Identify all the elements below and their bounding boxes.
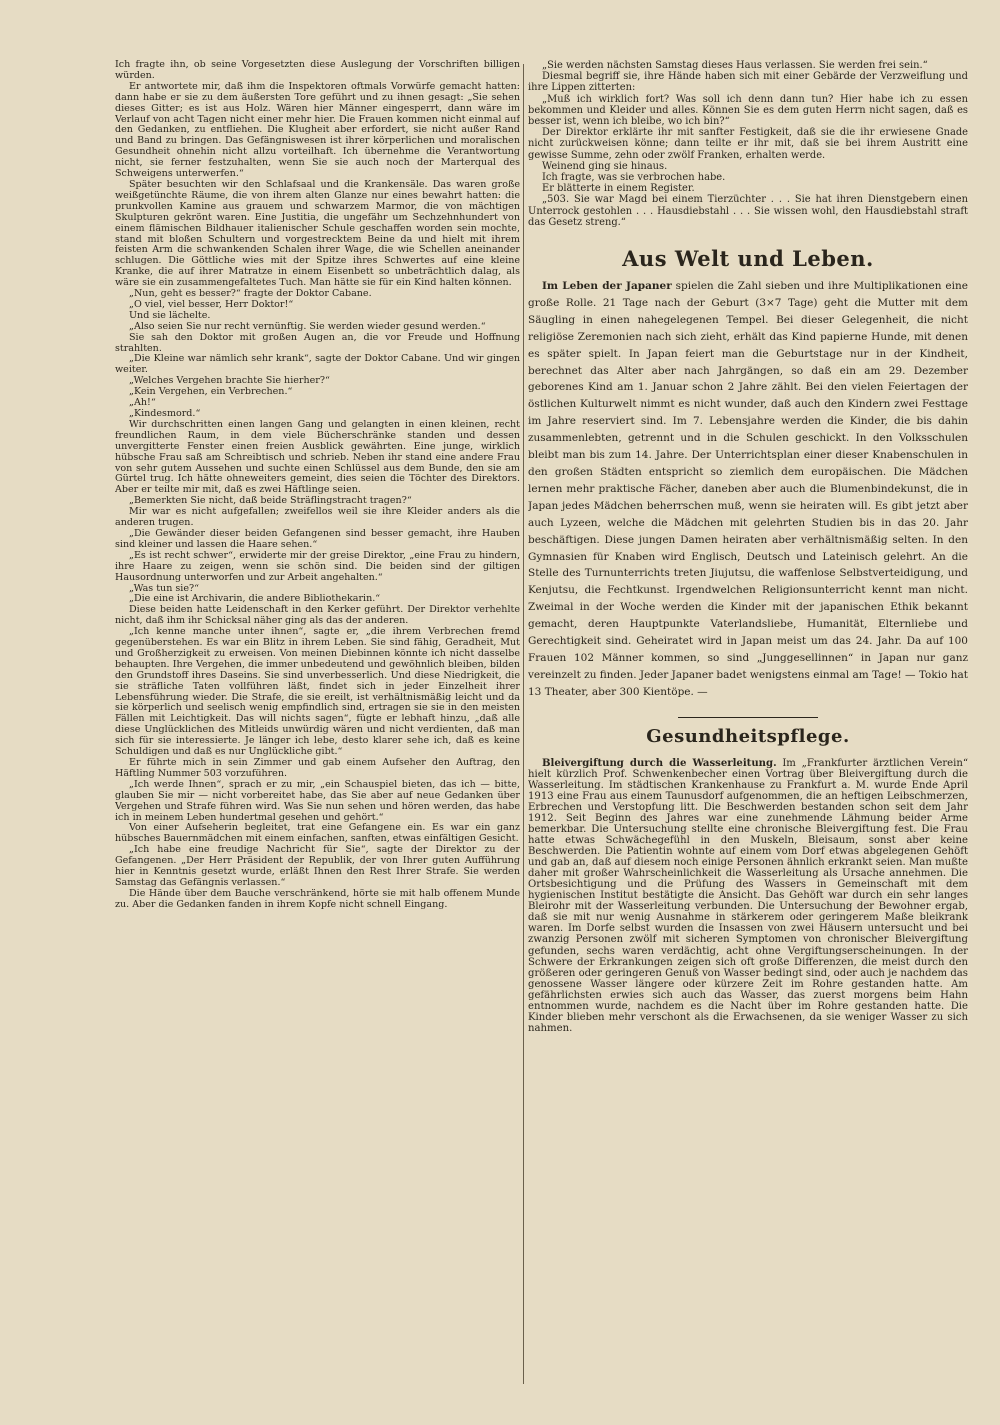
paragraph: Er blätterte in einem Register. [542, 183, 695, 195]
section-heading-welt-und-leben: Aus Welt und Leben. [622, 246, 874, 272]
paragraph: „Also seien Sie nur recht vernünftig. Sie werden wieder gesund werden.“ [129, 320, 486, 332]
paragraph: Diesmal begriff sie, ihre Hände haben sich mit einer Gebärde der Verzweiflung und ihre Lippen zitterten: [528, 71, 968, 94]
paragraph: Die Hände über dem Bauche verschränkend, hörte sie mit halb offenem Munde zu. Aber die Gedanken fanden in ihrem Kopfe nicht schnell Eingang. [115, 887, 520, 910]
paragraph: „Die Kleine war nämlich sehr krank“, sagte der Doktor Cabane. Und wir gingen weiter. [115, 353, 520, 376]
paragraph: Er antwortete mir, daß ihm die Inspektoren oftmals Vorwürfe gemacht hatten: dann habe er sie zu dem äußersten Tore geführt und zu ihnen gesagt: „Sie sehen dieses Gitter; es ist aus Holz. Wären hier Männer eingesperrt, dann wäre im Verlauf von acht Tagen nicht einer mehr hier. Die Frauen kommen nicht einmal auf den Gedanken, zu entfliehen. Die Klugheit aber erfordert, sie nicht außer Rand und Band zu bringen. Das Gefängniswesen ist ihrer körperlichen und moralischen Gesundheit ohnehin nicht allzu vorteilhaft. Ich übernehme die Verantwortung nicht, sie ferner festzuhalten, wenn Sie sie auch noch der Marterqual des Schweigens unterwerfen.“ [115, 80, 520, 180]
paragraph: Mir war es nicht aufgefallen; zweifellos weil sie ihre Kleider anders als die anderen trugen. [115, 506, 520, 529]
paragraph: „Welches Vergehen brachte Sie hierher?“ [129, 375, 330, 387]
article-lead: Im Leben der Japaner [542, 280, 672, 293]
paragraph: „Die Gewänder dieser beiden Gefangenen sind besser gemacht, ihre Hauben sind kleiner und lassen die Haare sehen.“ [115, 527, 520, 550]
section-divider [678, 717, 818, 718]
paragraph: Diese beiden hatte Leidenschaft in den Kerker geführt. Der Direktor verhehlte nicht, daß ihm ihr Schicksal näher ging als das der anderen. [115, 604, 520, 627]
paragraph: „Es ist recht schwer“, erwiderte mir der greise Direktor, „eine Frau zu hindern, ihre Haare zu zeigen, wenn sie schön sind. Die beiden sind der giltigen Hausordnung unterworfen und zur Arbeit angehalten.“ [115, 549, 520, 583]
article-japaner [528, 278, 968, 701]
paragraph: „Kindesmord.“ [129, 408, 201, 419]
right-column [528, 60, 968, 1400]
paragraph: Später besuchten wir den Schlafsaal und die Krankensäle. Das waren große weißgetünchte Räume, die von ihrem alten Glanze nur eines bewahrt hatten: die prunkvollen Kamine aus grauem und schwarzem Marmor, die von mächtigen Skulpturen gekrönt waren. Eine Justitia, die ungefähr um Sechzehnhundert von einem flämischen Bildhauer italienischer Schule geschaffen worden sein mochte, stand mit bloßen Schultern und vorgestrecktem Beine da und hielt mit ihrem feisten Arm die schwankenden Schalen ihrer Wage, die wie Schellen aneinander schlugen. Die Göttliche wies mit der Spitze ihres Schwertes auf eine kleine Kranke, die auf ihrer Matratze in einem Eisenbett so unbeträchtlich dalag, als wäre sie ein zusammengefaltetes Tuch. Man hätte sie für ein Kind halten können. [115, 178, 520, 289]
paragraph: „503. Sie war Magd bei einem Tierzüchter . . . Sie hat ihren Dienstgebern einen Unterrock gestohlen . . . Hausdiebstahl . . . Sie wissen wohl, den Hausdiebstahl straft das Gesetz streng.“ [528, 194, 968, 228]
paragraph: Er führte mich in sein Zimmer und gab einem Aufseher den Auftrag, den Häftling Nummer 503 vorzuführen. [115, 757, 520, 779]
paragraph: Wir durchschritten einen langen Gang und gelangten in einen kleinen, recht freundlichen Raum, in dem viele Bücherschränke standen und dessen unvergitterte Fenster einen freien Ausblick gewährten. Eine junge, wirklich hübsche Frau saß am Schreibtisch und schrieb. Neben ihr stand eine andere Frau von sehr gutem Aussehen und suchte einen Schlüssel aus dem Bunde, den sie am Gürtel trug. Ich hätte ohneweiters gemeint, dies seien die Töchter des Direktors. Aber er teilte mir mit, daß es zwei Häftlinge seien. [115, 418, 520, 496]
paragraph: „Muß ich wirklich fort? Was soll ich denn dann tun? Hier habe ich zu essen bekommen und Kleider und alles. Können Sie es dem guten Herrn nicht sagen, daß es besser ist, wenn ich bleibe, wo ich bin?“ [528, 93, 968, 128]
paragraph: „Was tun sie?“ [129, 582, 199, 594]
article-body: Im „Frankfurter ärztlichen Verein“ hielt kürzlich Prof. Schwenkenbecher einen Vortrag über Bleivergiftung durch die Wasserleitung. Im städtischen Krankenhause zu Frankfurt a. M. wurde Ende April 1913 eine Frau aus einem Taunusdorf aufgenommen, die an heftigen Leibschmerzen, Erbrechen und Verstopfung litt. Die Beschwerden bestanden schon seit dem Jahr 1912. Seit Beginn des Jahres war eine zunehmende Lähmung beider Arme bemerkbar. Die Untersuchung stellte eine chronische Bleivergiftung fest. Die Frau hatte etwas Schwächegefühl in den Muskeln, Bleisaum, sonst aber keine Beschwerden. Die Patientin wohnte auf einem vom Dorf etwas abgelegenen Gehöft und gab an, daß auf diesem noch einige Personen ähnlich erkrankt seien. Man mußte daher mit großer Wahrscheinlichkeit die Wasserleitung als Ursache annehmen. Die Ortsbesichtigung und die Prüfung des Wassers in Gemeinschaft mit dem hygienischen Institut bestätigte die Ansicht. Das Gehöft war durch ein sehr langes Bleirohr mit der Wasserleitung verbunden. Die Untersuchung der Bewohner ergab, daß sie mit nur wenig Ausnahme in stärkerem oder geringerem Maße bleikrank waren. Im Dorfe selbst wurden die Insassen von zwei Häusern untersucht und bei zwanzig Personen zwölf mit sicheren Symptomen von chronischer Bleivergiftung gefunden, sechs waren verdächtig, acht ohne Vergiftungserscheinungen. In der Schwere der Erkrankungen zeigen sich oft große Differenzen, die meist durch den größeren oder geringeren Genuß von Wasser bedingt sind, oder auch je nachdem das genossene Wasser längere oder kürzere Zeit im Rohre gestanden hatte. Am gefährlichsten erwies sich auch das Wasser, das zuerst morgens beim Hahn entnommen wurde, nachdem es die Nacht über im Rohre gestanden hatte. Die Kinder blieben mehr verschont als die Erwachsenen, da sie weniger Wasser zu sich nahmen. [528, 757, 968, 1034]
paragraph: „Die eine ist Archivarin, die andere Bibliothekarin.“ [129, 593, 381, 605]
paragraph: „O viel, viel besser, Herr Doktor!“ [129, 298, 294, 310]
paragraph: Ich fragte, was sie verbrochen habe. [542, 172, 726, 184]
paragraph: Ich fragte ihn, ob seine Vorgesetzten diese Auslegung der Vorschriften billigen würden. [115, 60, 520, 81]
paragraph: Von einer Aufseherin begleitet, trat eine Gefangene ein. Es war ein ganz hübsches Bauernmädchen mit einem einfachen, sanften, etwas einfältigen Gesicht. [115, 822, 520, 845]
paragraph: „Bemerkten Sie nicht, daß beide Sträflingstracht tragen?“ [129, 495, 412, 507]
paragraph: „Ah!“ [129, 397, 156, 409]
paragraph: „Ich werde Ihnen“, sprach er zu mir, „ein Schauspiel bieten, das ich — bitte, glauben Sie mir — nicht vorbereitet habe, das Sie aber auf neue Gedanken über Vergehen und Strafe führen wird. Was Sie nun sehen und hören werden, das habe ich in meinem Leben hundertmal gesehen und gehört.“ [115, 778, 520, 823]
paragraph: Der Direktor erklärte ihr mit sanfter Festigkeit, daß sie die ihr erwiesene Gnade nicht zurückweisen könne; dann teilte er ihr mit, daß sie bei ihrem Austritt eine gewisse Summe, zehn oder zwölf Franken, erhalten werde. [528, 127, 968, 161]
paragraph: Sie sah den Doktor mit großen Augen an, die vor Freude und Hoffnung strahlten. [115, 331, 520, 354]
left-column [115, 60, 520, 1390]
article-body: spielen die Zahl sieben und ihre Multiplikationen eine große Rolle. 21 Tage nach der Geburt (3×7 Tage) geht die Mutter mit dem Säugling in einen nahegelegenen Tempel. Bei dieser Gelegenheit, die nicht religiöse Zeremonien nach sich zieht, erhält das Kind papierne Hunde, mit denen es später spielt. In Japan feiert man die Geburtstage nur in der Kindheit, berechnet das Alter aber nach Jahrgängen, so daß ein am 29. Dezember geborenes Kind am 1. Januar schon 2 Jahre zählt. Bei den vielen Feiertagen der östlichen Kulturwelt nimmt es nicht wunder, daß auch den Kindern zwei Festtage im Jahre reserviert sind. Im 7. Lebensjahre werden die Kinder, die bis dahin zusammenlebten, getrennt und in die Schulen geschickt. In den Volksschulen bleibt man bis zum 14. Jahre. Der Unterrichtsplan einer dieser Knabenschulen in den großen Städten entspricht so ziemlich dem europäischen. Die Mädchen lernen mehr praktische Fächer, daneben aber auch die Blumenbindekunst, die in Japan jedes Mädchen beherrschen muß, wenn sie heiraten will. Es gibt jetzt aber auch Lyzeen, welche die Mädchen mit gelehrten Studien bis in das 20. Jahr beschäftigen. Diese jungen Damen heiraten aber verhältnismäßig selten. In den Gymnasien für Knaben wird Englisch, Deutsch und Lateinisch gelehrt. An die Stelle des Turnunterrichts treten Jiujutsu, die waffenlose Selbstverteidigung, und Kenjutsu, die Fechtkunst. Irgendwelchen Religionsunterricht kennt man nicht. Zweimal in der Woche werden die Kinder mit der japanischen Ethik bekannt gemacht, deren Hauptpunkte Vaterlandsliebe, Humanität, Elternliebe und Gerechtigkeit sind. Geheiratet wird in Japan meist um das 24. Jahr. Da auf 100 Frauen 102 Männer kommen, so sind „Junggesellinnen“ in Japan nur ganz vereinzelt zu finden. Jeder Japaner badet wenigstens einmal am Tage! — Tokio hat 13 Theater, aber 300 Kientöpe. — [528, 280, 968, 698]
paragraph: „Nun, geht es besser?“ fragte der Doktor Cabane. [129, 288, 372, 300]
article-bleivergiftung [528, 758, 968, 1034]
article-lead: Bleivergiftung durch die Wasserleitung. [542, 757, 777, 769]
paragraph: Weinend ging sie hinaus. [542, 160, 668, 172]
paragraph: „Ich kenne manche unter ihnen“, sagte er, „die ihrem Verbrechen fremd gegenüberstehen. Es war ein Blitz in ihrem Leben. Sie sind fähig, Geradheit, Mut und Großherzigkeit zu erweisen. Von meinen Diebinnen könnte ich nicht dasselbe behaupten. Ihre Vergehen, die immer unbedeutend und gewöhnlich bleiben, bilden den Grundstoff ihres Daseins. Sie sind unverbesserlich. Und diese Niedrigkeit, die sie sträfliche Taten vollführen läßt, findet sich in jeder Einzelheit ihrer Lebensführung wieder. Die Strafe, die sie ereilt, ist verhältnismäßig leicht und da sie körperlich und seelisch wenig empfindlich sind, ertragen sie sie in den meisten Fällen mit Leichtigkeit. Das will nichts sagen“, fügte er lebhaft hinzu, „daß alle diese Unglücklichen des Mitleids unwürdig wären und nicht verdienten, daß man sich für sie interessierte. Je länger ich lebe, desto klarer sehe ich, daß es keine Schuldigen und daß es nur Unglückliche gibt.“ [115, 626, 520, 758]
paragraph: „Kein Vergehen, ein Verbrechen.“ [129, 386, 293, 398]
section-heading-gesundheitspflege: Gesundheitspflege. [646, 725, 850, 747]
paragraph: „Sie werden nächsten Samstag dieses Haus verlassen. Sie werden frei sein.“ [542, 60, 928, 71]
paragraph: Und sie lächelte. [129, 309, 211, 321]
paragraph: „Ich habe eine freudige Nachricht für Sie“, sagte der Direktor zu der Gefangenen. „Der Herr Präsident der Republik, der von Ihrer guten Aufführung hier in Kenntnis gesetzt wurde, erläßt Ihnen den Rest Ihrer Strafe. Sie werden Samstag das Gefängnis verlassen.“ [115, 844, 520, 888]
column-rule [523, 64, 524, 1384]
